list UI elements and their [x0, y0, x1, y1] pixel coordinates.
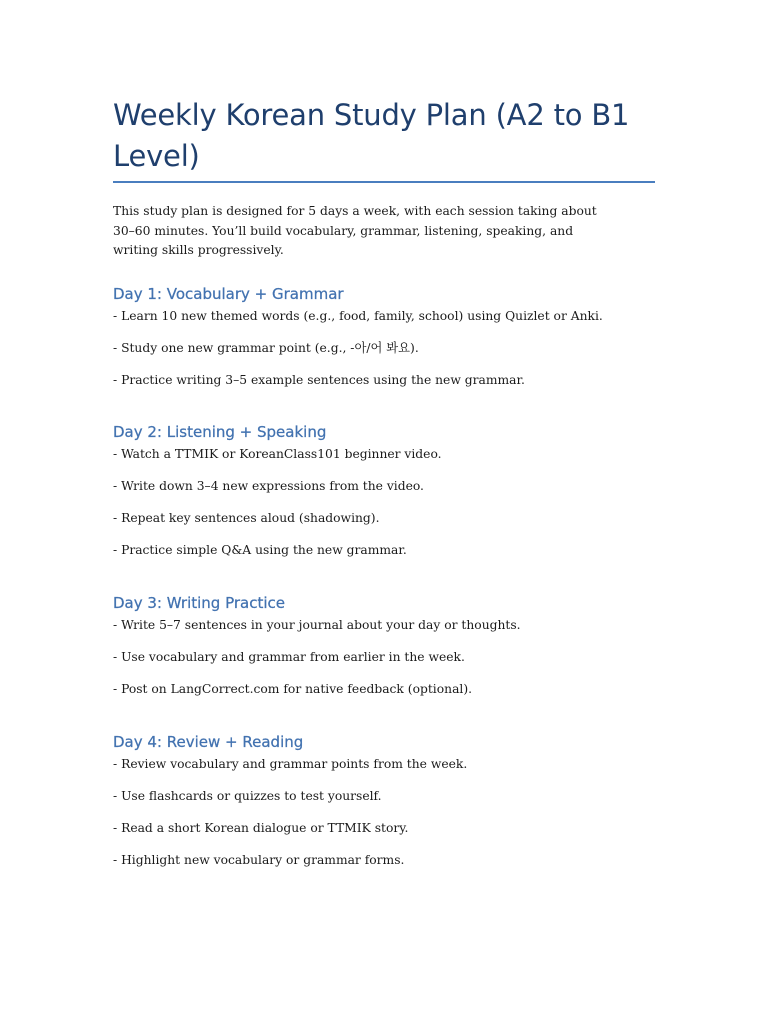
list-item: - Practice simple Q&A using the new grammar.	[113, 542, 407, 557]
list-item: - Learn 10 new themed words (e.g., food, family, school) using Quizlet or Anki.	[113, 308, 603, 323]
list-item: - Review vocabulary and grammar points from the week.	[113, 756, 468, 771]
section-day-4	[113, 731, 658, 869]
section-heading-day-2: Day 2: Listening + Speaking	[113, 422, 327, 441]
list-item: - Read a short Korean dialogue or TTMIK story.	[113, 820, 409, 835]
title-underline-rule	[113, 181, 655, 183]
section-heading-day-4: Day 4: Review + Reading	[113, 732, 304, 751]
section-items-day-1	[113, 308, 658, 389]
section-items-day-4	[113, 756, 658, 869]
section-items-day-2	[113, 446, 658, 559]
list-item: - Write 5–7 sentences in your journal about your day or thoughts.	[113, 617, 521, 632]
list-item: - Repeat key sentences aloud (shadowing).	[113, 510, 380, 525]
section-day-3	[113, 592, 658, 698]
section-day-1	[113, 283, 658, 389]
list-item: - Use flashcards or quizzes to test yourself.	[113, 788, 382, 803]
document-title: Weekly Korean Study Plan (A2 to B1 Level)	[113, 98, 630, 173]
list-item: - Watch a TTMIK or KoreanClass101 beginner video.	[113, 446, 442, 461]
intro-paragraph: This study plan is designed for 5 days a week, with each session taking about 30–60 minutes. You’ll build vocabulary, grammar, listening, speaking, and writing skills progressively.	[113, 204, 597, 257]
list-item: - Write down 3–4 new expressions from the video.	[113, 478, 424, 493]
list-item: - Practice writing 3–5 example sentences using the new grammar.	[113, 372, 525, 387]
section-items-day-3	[113, 617, 658, 698]
section-heading-day-1: Day 1: Vocabulary + Grammar	[113, 284, 344, 303]
list-item: - Study one new grammar point (e.g., -아/어 봐요).	[113, 340, 419, 355]
list-item: - Use vocabulary and grammar from earlier in the week.	[113, 649, 465, 664]
section-day-2	[113, 421, 658, 559]
document-content	[113, 95, 658, 869]
list-item: - Post on LangCorrect.com for native feedback (optional).	[113, 681, 473, 696]
list-item: - Highlight new vocabulary or grammar forms.	[113, 852, 405, 867]
section-heading-day-3: Day 3: Writing Practice	[113, 593, 286, 612]
